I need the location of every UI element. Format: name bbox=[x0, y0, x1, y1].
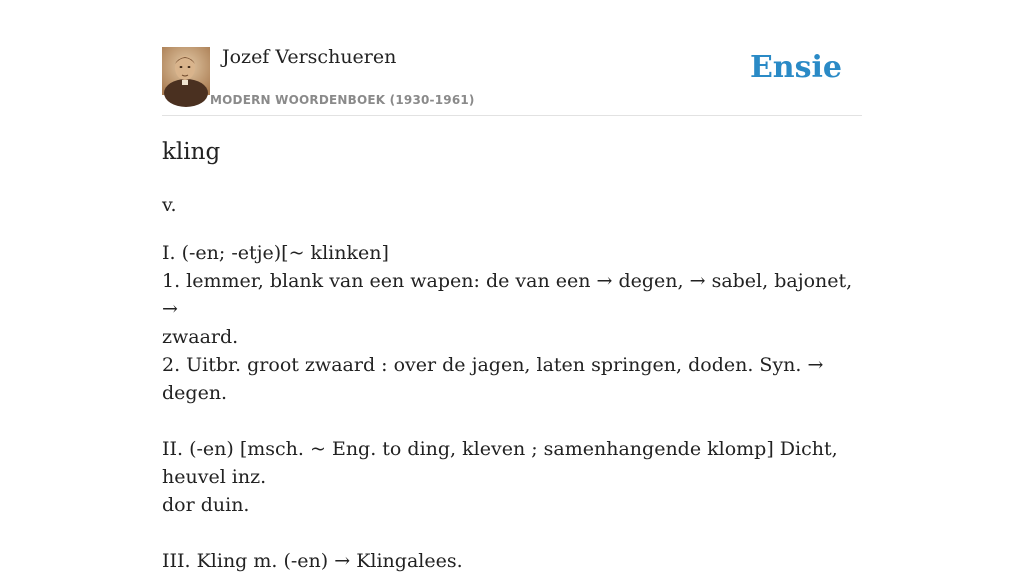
entry-term: kling bbox=[162, 139, 221, 165]
definition-line: III. Kling m. (-en) → Klingalees. bbox=[162, 550, 463, 572]
author-avatar[interactable] bbox=[162, 47, 210, 95]
definition-line: II. (-en) [msch. ~ Eng. to ding, kleven ; samenhangende klomp] Dicht, heuvel inz. bbox=[162, 438, 838, 488]
definition-line bbox=[162, 519, 862, 547]
definition-line: zwaard. bbox=[162, 326, 239, 348]
definition-line: 2. Uitbr. groot zwaard : over de jagen, laten springen, doden. Syn. → degen. bbox=[162, 354, 824, 404]
dictionary-source: MODERN WOORDENBOEK (1930-1961) bbox=[210, 93, 475, 107]
word-class: v. bbox=[162, 194, 177, 216]
definition-line: I. (-en; -etje)[~ klinken] bbox=[162, 242, 389, 264]
definition-line: dor duin. bbox=[162, 494, 250, 516]
entry-card bbox=[162, 0, 862, 572]
ensie-logo[interactable]: Ensie bbox=[749, 50, 842, 85]
author-portrait-image bbox=[162, 47, 210, 95]
author-name[interactable]: Jozef Verschueren bbox=[222, 46, 397, 68]
definition-line bbox=[162, 407, 862, 435]
header-divider bbox=[162, 115, 862, 116]
entry-definition bbox=[162, 239, 862, 575]
definition-line: 1. lemmer, blank van een wapen: de van een → degen, → sabel, bajonet, → bbox=[162, 270, 853, 320]
